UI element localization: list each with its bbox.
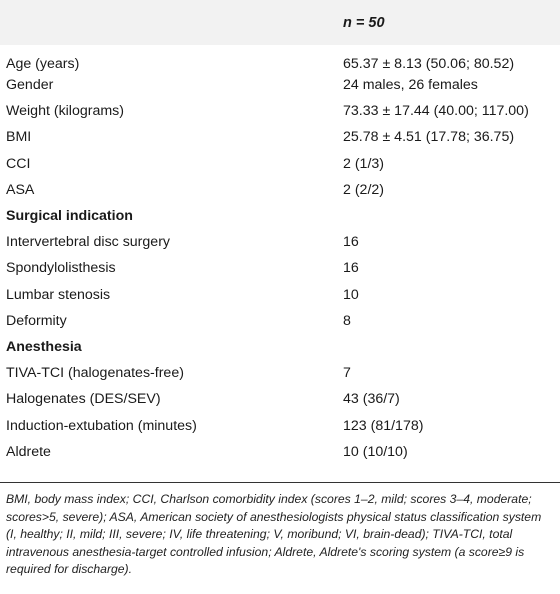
- table-row: [0, 439, 560, 465]
- row-label: Intervertebral disc surgery: [6, 234, 171, 251]
- table-row: [0, 229, 560, 255]
- row-label: ASA: [6, 181, 35, 198]
- row-value: 24 males, 26 females: [343, 77, 478, 94]
- section-header-row: [0, 203, 560, 229]
- row-label: Gender: [6, 77, 54, 94]
- row-value: 10 (10/10): [343, 443, 408, 460]
- table-bottom-rule: [0, 482, 560, 483]
- row-value: 8: [343, 312, 351, 329]
- header-n-cell: n = 50: [343, 14, 385, 31]
- row-value: 2 (1/3): [343, 155, 385, 172]
- row-label: Induction-extubation (minutes): [6, 417, 197, 434]
- row-label: Lumbar stenosis: [6, 286, 111, 303]
- row-label: Weight (kilograms): [6, 103, 124, 120]
- section-header-row: [0, 334, 560, 360]
- row-value: 123 (81/178): [343, 417, 424, 434]
- row-value: 73.33 ± 17.44 (40.00; 117.00): [343, 103, 529, 120]
- row-value: [331, 334, 560, 360]
- table-row: [0, 124, 560, 150]
- table-row: [0, 177, 560, 203]
- table-row: [0, 412, 560, 438]
- table-row: [0, 360, 560, 386]
- row-value: 10: [343, 286, 359, 303]
- row-value: 16: [343, 260, 359, 277]
- table-row: [0, 386, 560, 412]
- header-label-cell: [0, 0, 331, 45]
- row-value: 2 (2/2): [343, 181, 385, 198]
- table-row: [0, 45, 560, 72]
- row-label: Aldrete: [6, 443, 51, 460]
- row-value: 7: [343, 365, 351, 382]
- row-label: TIVA-TCI (halogenates-free): [6, 365, 184, 382]
- table-row: [0, 255, 560, 281]
- row-label: Deformity: [6, 312, 67, 329]
- section-title: Surgical indication: [6, 208, 133, 225]
- table-row: [0, 98, 560, 124]
- row-value: 43 (36/7): [343, 391, 400, 408]
- row-label: Age (years): [6, 56, 80, 72]
- row-label: Halogenates (DES/SEV): [6, 391, 161, 408]
- row-value: 16: [343, 234, 359, 251]
- row-value: 65.37 ± 8.13 (50.06; 80.52): [343, 56, 515, 72]
- section-title: Anesthesia: [6, 338, 82, 355]
- row-label: Spondylolisthesis: [6, 260, 116, 277]
- row-value: 25.78 ± 4.51 (17.78; 36.75): [343, 129, 515, 146]
- row-label: CCI: [6, 155, 31, 172]
- table-row: [0, 308, 560, 334]
- table-row: [0, 72, 560, 98]
- table-footnote: BMI, body mass index; CCI, Charlson comorbidity index (scores 1–2, mild; scores 3–4, moderate; scores>5, severe); ASA, American society of anesthesiologists physical status classification system (I, healthy; II, mild; III, severe; IV, life threatening; V, moribund; VI, brain-dead); TIVA-TCI, total intravenous anesthesia-target controlled infusion; Aldrete, Aldrete's scoring system (a score≥9 is required for discharge).: [6, 492, 542, 576]
- table-row: [0, 282, 560, 308]
- table-header-row: [0, 0, 560, 45]
- table-body: [0, 45, 560, 465]
- row-label: BMI: [6, 129, 32, 146]
- row-value: [331, 203, 560, 229]
- table-row: [0, 151, 560, 177]
